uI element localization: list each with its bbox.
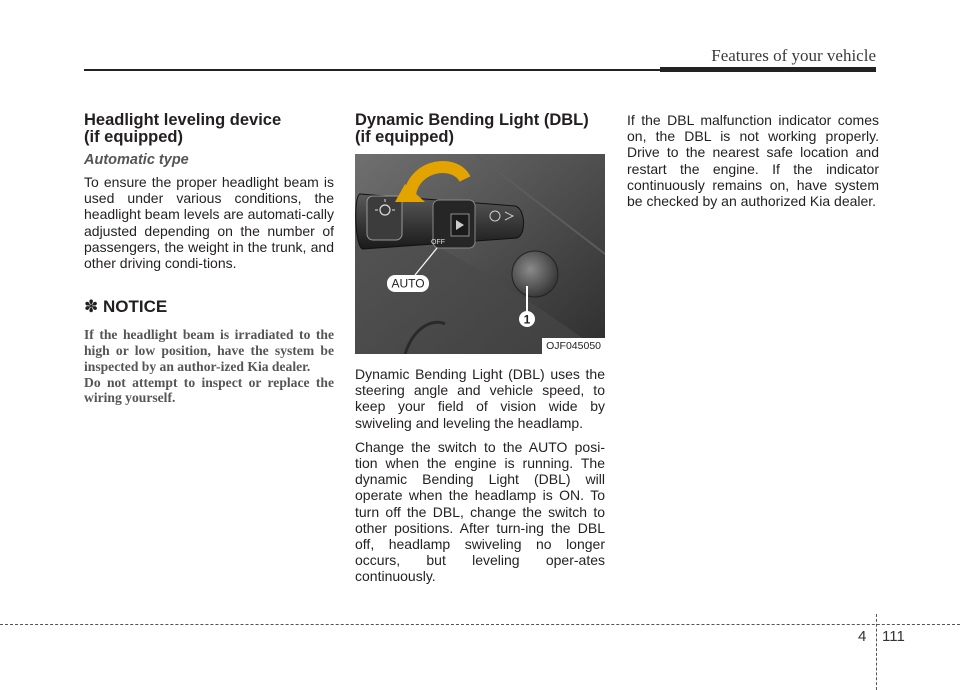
heading-line2: (if equipped): [355, 128, 454, 146]
body-paragraph: To ensure the proper headlight beam is used under various conditions, the headlight beam levels are automati-cally adjusted depending on the number of passengers, the weight in the trunk, and other driving condi-tions.: [84, 174, 334, 272]
section-heading-headlight-leveling: [84, 112, 334, 146]
subheading-automatic-type: Automatic type: [84, 152, 189, 168]
figure-code: OJF045050: [542, 338, 605, 354]
switch-off-label: OFF: [431, 239, 445, 246]
auto-label: AUTO: [391, 276, 425, 291]
body-paragraph-2: Change the switch to the AUTO posi-tion when the engine is running. The dynamic Bending Light (DBL) will operate when the headlamp is ON. To turn off the DBL, change the switch to other positions. After turn-ing the DBL off, headlamp swiveling no longer occurs, but leveling oper-ates continuously.: [355, 438, 605, 585]
notice-title: ✽ NOTICE: [84, 297, 168, 317]
header-rule-accent: [660, 67, 876, 72]
callout-number: 1: [523, 312, 531, 327]
notice-paragraph-1: If the headlight beam is irradiated to the high or low position, have the system be inspected by an author-ized Kia dealer.: [84, 327, 334, 374]
body-paragraph-malfunction: If the DBL malfunction indicator comes on, the DBL is not working properly. Drive to the nearest safe location and restart the engine. If the indicator continuously remains on, have system be checked by an authorized Kia dealer.: [627, 112, 879, 210]
heading-line1: Headlight leveling device: [84, 111, 282, 129]
body-paragraph-1: Dynamic Bending Light (DBL) uses the steering angle and vehicle speed, to keep your field of vision wide by swiveling and leveling the headlamp.: [355, 366, 605, 431]
notice-paragraph-2: Do not attempt to inspect or replace the wiring yourself.: [84, 374, 334, 406]
running-header-title: Features of your vehicle: [711, 46, 876, 65]
dbl-switch-illustration: [355, 154, 605, 354]
left-column: [84, 112, 334, 406]
footer-divider: [876, 614, 877, 690]
chapter-number: 4: [858, 628, 867, 645]
dbl-switch-figure: [355, 154, 605, 354]
footer-rule: [0, 624, 960, 625]
middle-column: [355, 112, 605, 593]
heading-line2: (if equipped): [84, 128, 183, 146]
page-number: 111: [882, 628, 905, 645]
right-column: [627, 112, 879, 217]
section-heading-dbl: [355, 112, 605, 146]
heading-line1: Dynamic Bending Light (DBL): [355, 111, 589, 129]
